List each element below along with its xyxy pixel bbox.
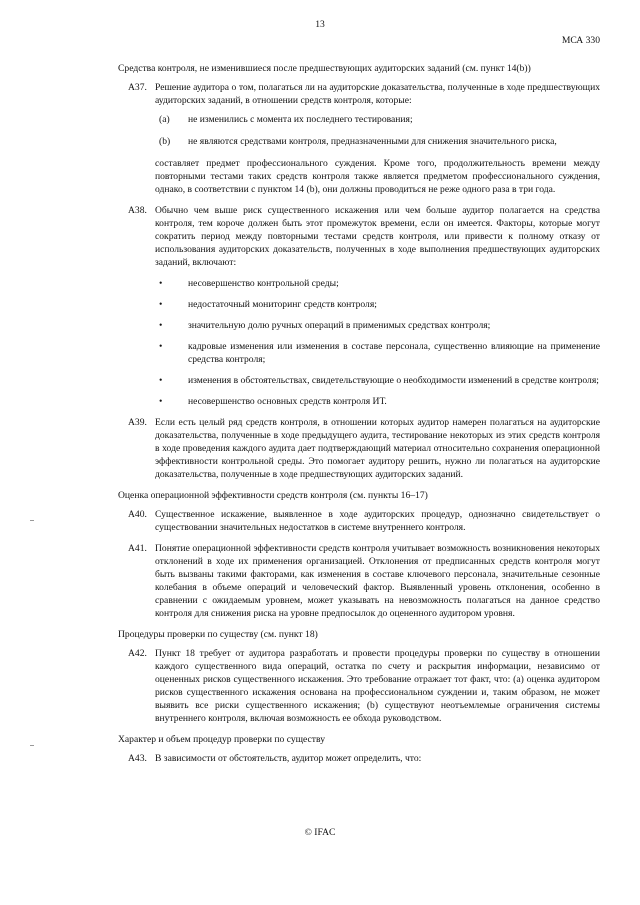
paragraph-number: A40. xyxy=(128,509,147,520)
page-number: 13 xyxy=(315,19,325,30)
section-heading-substantive-procedures: Процедуры проверки по существу (см. пункт 18) xyxy=(118,629,318,640)
paragraph-a37 xyxy=(118,81,600,196)
bullet-item xyxy=(155,319,600,332)
bullet-icon: • xyxy=(159,375,163,386)
paragraph-a42 xyxy=(118,647,600,725)
paragraph-a41 xyxy=(118,542,600,620)
document-code: МСА 330 xyxy=(561,35,600,46)
paragraph-text: Понятие операционной эффективности средств контроля учитывает возможность возникновения некоторых отклонений в ходе их применения организацией. Отклонения от предписанных средств контроля могут быть вызваны такими факторами, как изменения в составе ключевого персонала, значительные сезонные колебания в объеме операций и человеческий фактор. Выявленный уровень отклонения, особенно в сравнении с ожидаемым уровнем, может указывать на невозможность полагаться на данное средство контроля для снижения риска на уровне предпосылок до оцененного аудитором уровня. xyxy=(155,543,600,619)
bullet-icon: • xyxy=(159,278,163,289)
bullet-icon: • xyxy=(159,299,163,310)
bullet-text: несовершенство основных средств контроля ИТ. xyxy=(188,396,387,407)
bullet-text: кадровые изменения или изменения в составе персонала, существенно влияющие на применение средства контроля; xyxy=(188,341,600,365)
paragraph-a39 xyxy=(118,416,600,481)
paragraph-number: A43. xyxy=(128,753,147,764)
paragraph-text: Существенное искажение, выявленное в ходе аудиторских процедур, однозначно свидетельствует о существовании значительных недостатков в системе внутреннего контроля. xyxy=(155,509,600,533)
bullet-item xyxy=(155,298,600,311)
bullet-text: изменения в обстоятельствах, свидетельствующие о необходимости изменений в средстве контроля; xyxy=(188,375,599,386)
paragraph-number: A37. xyxy=(128,82,147,93)
bullet-item xyxy=(155,340,600,366)
paragraph-number: A41. xyxy=(128,543,147,554)
paragraph-text: Пункт 18 требует от аудитора разработать и провести процедуры проверки по существу в отношении каждого существенного вида операций, остатка по счету и раскрытия информации, независимо от оцененных рисков существенного искажения. Это требование отражает тот факт, что: (а) оценка аудитором рисков существенного искажения основана на профессиональном суждении и, таким образом, не может выявить все риски существенного искажения; (b) существуют неотъемлемые ограничения системы внутреннего контроля, включая возможность ее обхода руководством. xyxy=(155,648,600,724)
sub-item-label: (b) xyxy=(159,136,171,147)
paragraph-number: A38. xyxy=(128,205,147,216)
bullet-icon: • xyxy=(159,341,163,352)
paragraph-a38 xyxy=(118,204,600,408)
paragraph-text: Обычно чем выше риск существенного искажения или чем больше аудитор полагается на средства контроля, тем короче должен быть этот промежуток времени, если он имеется. Факторы, которые могут сократить период между повторными тестами средств контроля, или привести к полному отказу от использования аудиторских доказательств, полученных в ходе выполнения предшествующих аудиторских заданий, включают: xyxy=(155,205,600,268)
paragraph-text: Решение аудитора о том, полагаться ли на аудиторские доказательства, полученные в ходе предшествующих аудиторских заданий, в отношении средств контроля, которые: xyxy=(155,82,600,106)
bullet-item xyxy=(155,277,600,290)
sub-item-label: (a) xyxy=(159,114,170,125)
sub-item-text: не изменились с момента их последнего тестирования; xyxy=(188,114,413,125)
section-heading-operating-effectiveness: Оценка операционной эффективности средств контроля (см. пункты 16–17) xyxy=(118,490,428,501)
bullet-item xyxy=(155,374,600,387)
bullet-icon: • xyxy=(159,320,163,331)
bullet-text: недостаточный мониторинг средств контроля; xyxy=(188,299,377,310)
document-body xyxy=(118,62,600,773)
bullet-item xyxy=(155,395,600,408)
sub-item-text: не являются средствами контроля, предназначенными для снижения значительного риска, xyxy=(188,136,557,147)
paragraph-continuation: составляет предмет профессионального суждения. Кроме того, продолжительность времени между повторными тестами таких средств контроля также является предметом профессионального суждения, однако, в соответствии с пунктом 14 (b), они должны проводиться не реже одного раза в три года. xyxy=(155,158,600,195)
paragraph-text: Если есть целый ряд средств контроля, в отношении которых аудитор намерен полагаться на аудиторские доказательства, полученные в ходе предыдущего аудита, тестирование некоторых из этих средств контроля в ходе проведения каждого аудита дает подтверждающий материал относительно сохранения операционной эффективности контрольной среды. Это помогает аудитору решить, нужно ли полагаться на аудиторские доказательства, полученные в ходе предшествующих аудиторских заданий. xyxy=(155,417,600,480)
margin-mark xyxy=(30,520,34,521)
section-heading-unchanged-controls: Средства контроля, не изменившиеся после предшествующих аудиторских заданий (см. пункт 14(b)) xyxy=(118,63,531,74)
paragraph-number: A42. xyxy=(128,648,147,659)
sub-item-b xyxy=(155,135,600,148)
section-heading-nature-extent: Характер и объем процедур проверки по существу xyxy=(118,734,325,745)
paragraph-a40 xyxy=(118,508,600,534)
paragraph-text: В зависимости от обстоятельств, аудитор может определить, что: xyxy=(155,753,422,764)
bullet-icon: • xyxy=(159,396,163,407)
bullet-text: значительную долю ручных операций в применимых средствах контроля; xyxy=(188,320,491,331)
paragraph-number: A39. xyxy=(128,417,147,428)
sub-item-a xyxy=(155,113,600,126)
bullet-text: несовершенство контрольной среды; xyxy=(188,278,339,289)
paragraph-a43 xyxy=(118,752,600,765)
margin-mark xyxy=(30,745,34,746)
footer-copyright: © IFAC xyxy=(304,827,336,838)
